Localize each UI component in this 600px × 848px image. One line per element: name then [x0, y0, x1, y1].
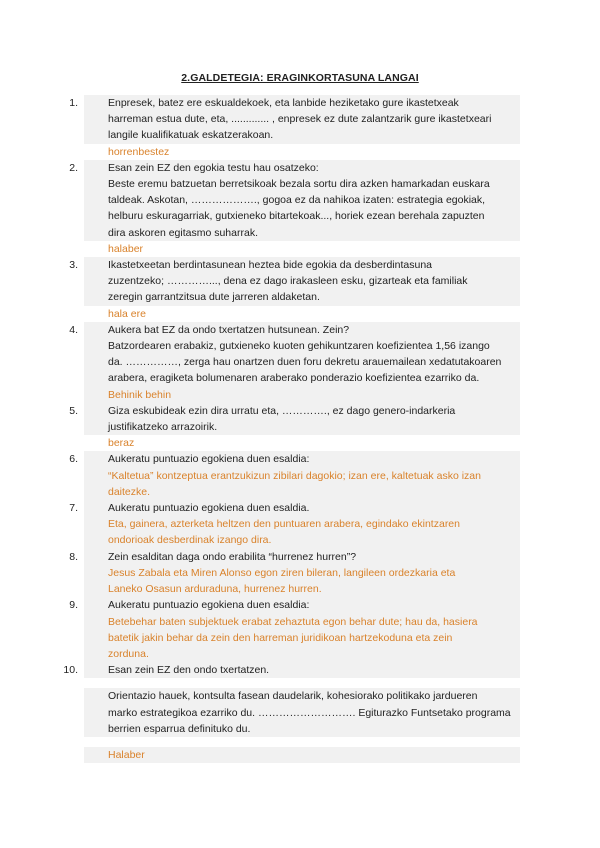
answer-text: daitezke.	[84, 484, 520, 500]
question-text: Aukeratu puntuazio egokiena duen esaldia:	[84, 597, 520, 613]
question-3	[69, 257, 520, 322]
question-text: Batzordearen erabakiz, gutxieneko kuoten gehikuntzaren koefizientea 1,56 izango	[84, 338, 520, 354]
question-9	[69, 597, 520, 662]
question-text: Beste eremu batzuetan berretsikoak bezala sortu dira azken hamarkadan euskara	[84, 176, 520, 192]
question-text: Zein esalditan daga ondo erabilita “hurrenez hurren”?	[84, 549, 520, 565]
question-number: 10.	[63, 664, 78, 677]
answer-text: beraz	[108, 437, 135, 450]
question-text: taldeak. Askotan, ………………., gogoa ez da nahikoa izaten: estrategia egokiak,	[84, 192, 520, 208]
question-text: arabera, eragiketa bolumenaren araberako ponderazio koefizientea ezarriko da.	[84, 370, 520, 386]
question-text: harreman estua dute, eta, ............. , enpresek ez dute zalantzarik gure ikastetxeari	[84, 111, 520, 127]
answer-text: Halaber	[84, 747, 520, 763]
question-text: Esan zein EZ den ondo txertatzen.	[84, 662, 520, 678]
question-text: Orientazio hauek, kontsulta fasean daudelarik, kohesiorako politikako jardueren	[84, 688, 520, 704]
question-text: Enpresek, batez ere eskualdekoek, eta lanbide heziketako gure ikastetxeak	[84, 95, 520, 111]
question-text: Esan zein EZ den egokia testu hau osatzeko:	[84, 160, 520, 176]
question-4	[69, 322, 520, 403]
question-number: 8.	[69, 550, 78, 563]
answer-text: Jesus Zabala eta Miren Alonso egon ziren bileran, langileen ordezkaria eta	[84, 565, 520, 581]
question-2	[69, 160, 520, 257]
question-number: 3.	[69, 259, 78, 272]
question-number: 7.	[69, 502, 78, 515]
question-text: Aukeratu puntuazio egokiena duen esaldia.	[84, 500, 520, 516]
question-text: Aukera bat EZ da ondo txertatzen hutsunean. Zein?	[84, 322, 520, 338]
question-number: 6.	[69, 453, 78, 466]
question-text: Giza eskubideak ezin dira urratu eta, …………., ez dago genero-indarkeria	[84, 403, 520, 419]
question-text: langile kualifikatuak eskatzerakoan.	[84, 127, 520, 143]
question-number: 5.	[69, 404, 78, 417]
question-text: Aukeratu puntuazio egokiena duen esaldia:	[84, 451, 520, 467]
answer-text: zorduna.	[84, 646, 520, 662]
answer-text: Betebehar baten subjektuek erabat zehaztuta egon behar dute; hau da, hasiera	[84, 614, 520, 630]
spacer	[84, 678, 520, 688]
answer-text: ondorioak desberdinak izango dira.	[84, 532, 520, 548]
answer-text: horrenbestez	[108, 145, 170, 158]
question-text: da. ……………, zerga hau onartzen duen foru dekretu arauemailean xedatutakoaren	[84, 354, 520, 370]
question-1	[69, 95, 520, 160]
answer-text: hala ere	[108, 307, 146, 320]
question-number: 4.	[69, 323, 78, 336]
question-8	[69, 549, 520, 598]
question-text: Ikastetxeetan berdintasunean heztea bide egokia da desberdintasuna	[84, 257, 520, 273]
question-text: zuzentzeko; …………..., dena ez dago irakasleen esku, gizarteak eta familiak	[84, 273, 520, 289]
answer-text: “Kaltetua” kontzeptua erantzukizun zibilari dagokio; izan ere, kaltetuak asko izan	[84, 468, 520, 484]
question-number: 2.	[69, 161, 78, 174]
question-7	[69, 500, 520, 549]
answer-text: Behinik behin	[84, 387, 520, 403]
question-10	[63, 662, 520, 763]
question-6	[69, 451, 520, 500]
question-text: marko estrategikoa ezarriko du. ………………………. Egiturazko Funtsetako programa	[84, 705, 520, 721]
question-list	[63, 95, 520, 763]
question-text: justifikatzeko arrazoirik.	[84, 419, 520, 435]
question-text: helburu eskuragarriak, gutxieneko bitartekoak..., horiek ezean berehala zapuzten	[84, 208, 520, 224]
question-number: 9.	[69, 599, 78, 612]
question-text: zeregin garrantzitsua dute jarreren aldaketan.	[84, 289, 520, 305]
spacer	[84, 737, 520, 747]
question-text: dira askoren egitasmo suharrak.	[84, 225, 520, 241]
answer-text: halaber	[108, 242, 144, 255]
answer-text: Eta, gainera, azterketa heltzen den puntuaren arabera, egindako ekintzaren	[84, 516, 520, 532]
page-title: 2.GALDETEGIA: ERAGINKORTASUNA LANGAI	[181, 72, 419, 84]
answer-text: batetik jakin behar da zein den harreman juridikoan hartzekoduna eta zein	[84, 630, 520, 646]
answer-text: Laneko Osasun arduraduna, hurrenez hurren.	[84, 581, 520, 597]
question-5	[69, 403, 520, 452]
question-text: berrien esparrua definituko du.	[84, 721, 520, 737]
question-number: 1.	[69, 97, 78, 109]
